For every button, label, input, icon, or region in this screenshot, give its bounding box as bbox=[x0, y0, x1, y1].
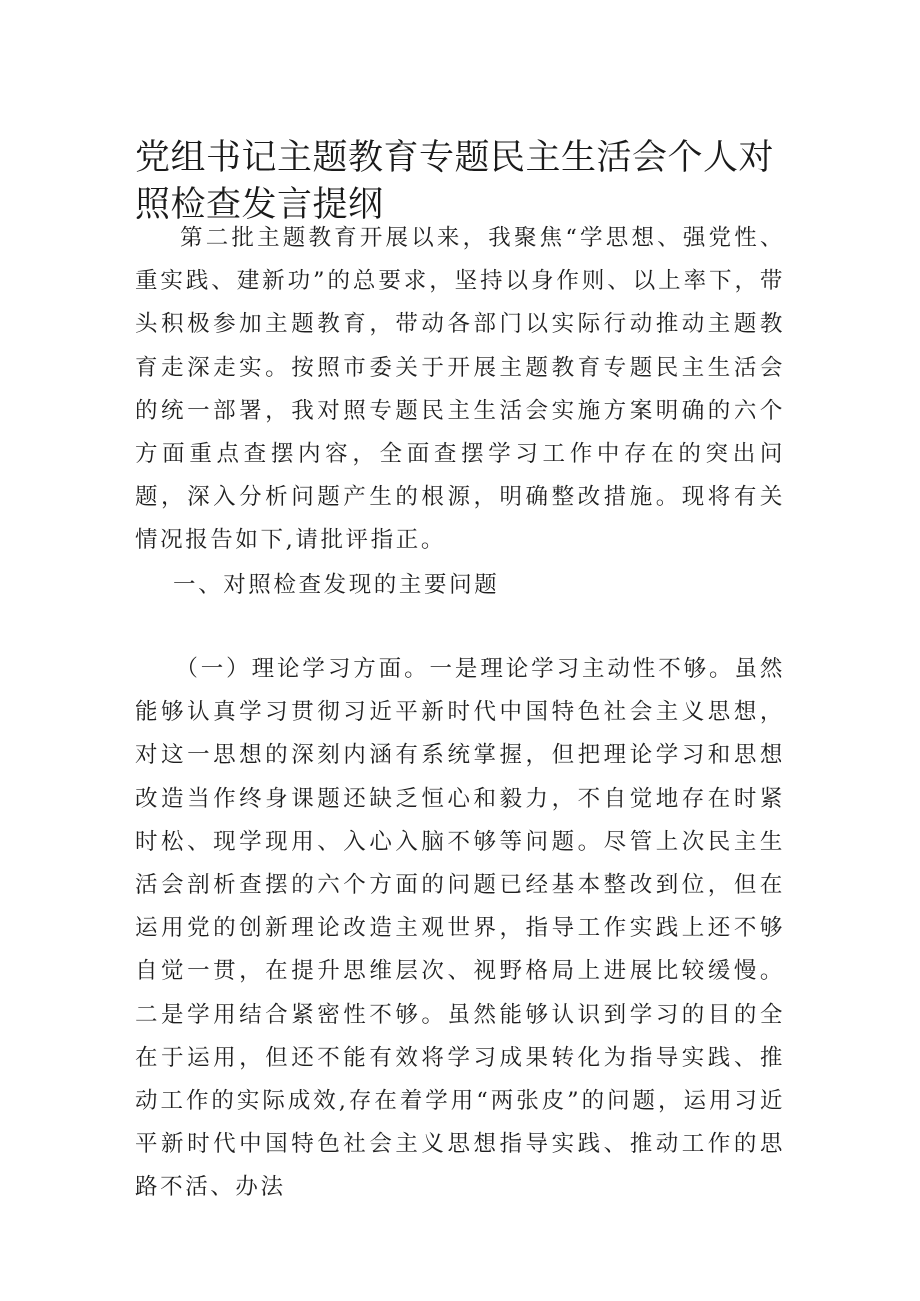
section-heading: 一、对照检查发现的主要问题 bbox=[173, 572, 500, 598]
section-paragraph bbox=[135, 648, 785, 1210]
document-title: 党组书记主题教育专题民主生活会个人对照检查发言提纲 bbox=[135, 138, 775, 225]
section-paragraph-text: （一）理论学习方面。一是理论学习主动性不够。虽然能够认真学习贯彻习近平新时代中国特色社会主义思想，对这一思想的深刻内涵有系统掌握，但把理论学习和思想改造当作终身课题还缺乏恒心和毅力，不自觉地存在时紧时松、现学现用、入心入脑不够等问题。尽管上次民主生活会剖析查摆的六个方面的问题已经基本整改到位，但在运用党的创新理论改造主观世界，指导工作实践上还不够自觉一贯，在提升思维层次、视野格局上进展比较缓慢。二是学用结合紧密性不够。虽然能够认识到学习的目的全在于运用，但还不能有效将学习成果转化为指导实践、推动工作的实际成效,存在着学用“两张皮”的问题，运用习近平新时代中国特色社会主义思想指导实践、推动工作的思路不活、办法 bbox=[135, 656, 785, 1201]
intro-paragraph: 第二批主题教育开展以来，我聚焦“学思想、强党性、重实践、建新功”的总要求，坚持以身作则、以上率下，带头积极参加主题教育，带动各部门以实际行动推动主题教育走深走实。按照市委关于开展主题教育专题民主生活会的统一部署，我对照专题民主生活会实施方案明确的六个方面重点查摆内容，全面查摆学习工作中存在的突出问题，深入分析问题产生的根源，明确整改措施。现将有关情况报告如下,请批评指正。 bbox=[135, 225, 785, 554]
